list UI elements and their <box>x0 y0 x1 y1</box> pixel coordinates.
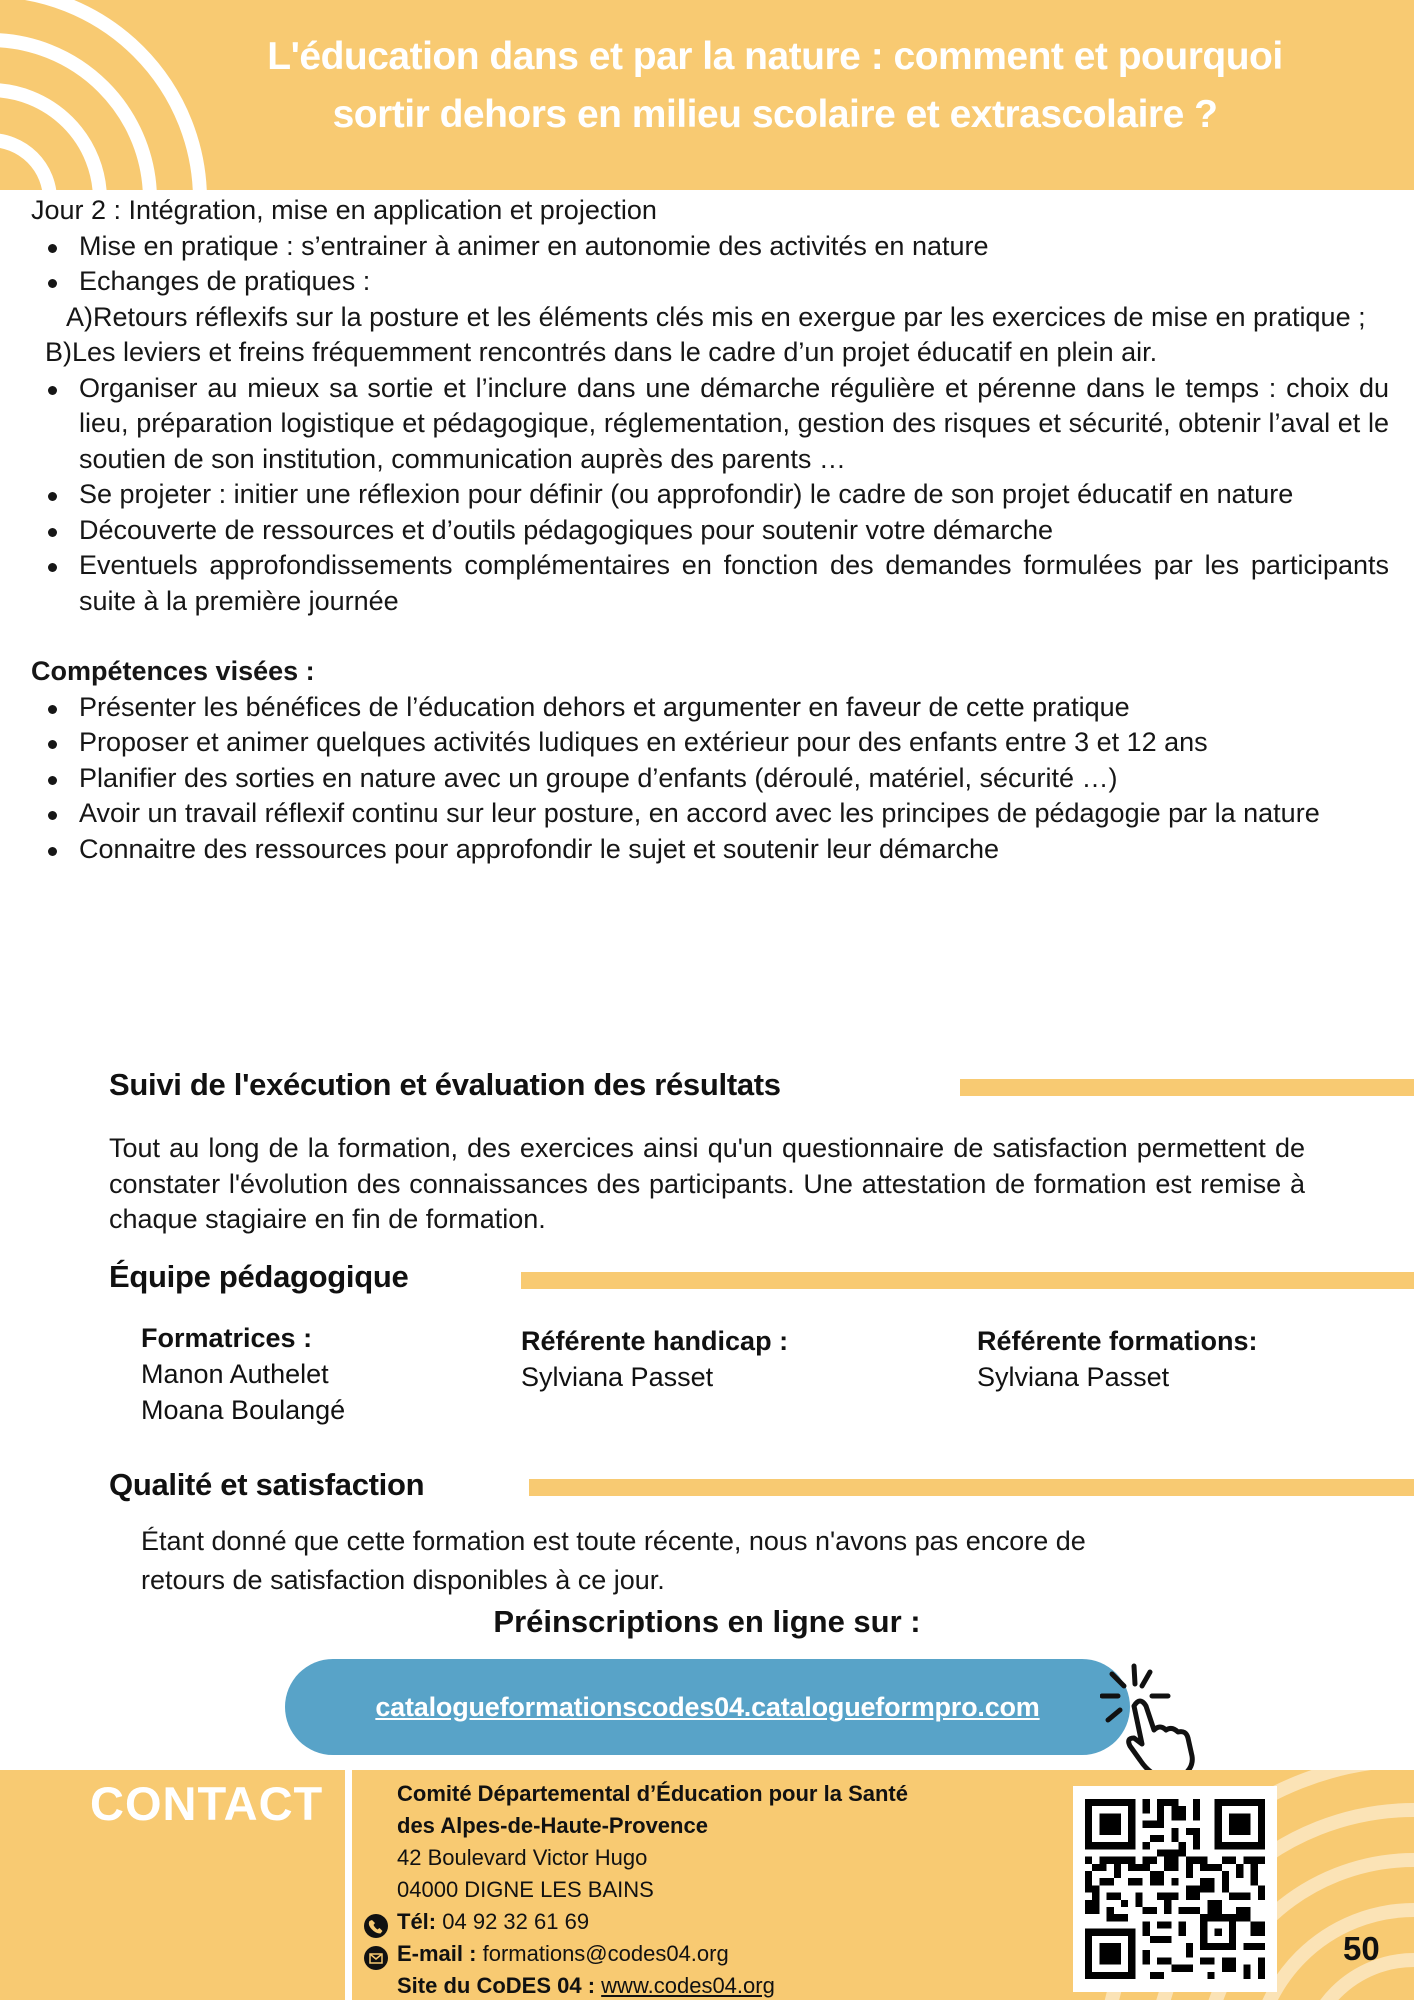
title-line-1: L'éducation dans et par la nature : comment et pourquoi <box>267 35 1283 78</box>
competences-heading: Compétences visées : <box>31 656 315 686</box>
list-item: Découverte de ressources et d’outils pédagogiques pour soutenir votre démarche <box>31 513 1389 549</box>
site-line <box>397 1970 908 2000</box>
org-name-line1: Comité Départemental d’Éducation pour la Santé <box>397 1781 908 1806</box>
section-rule <box>521 1272 1414 1289</box>
formatrice-name: Moana Boulangé <box>141 1395 346 1425</box>
pointing-hand-icon <box>1100 1660 1210 1770</box>
day2-list <box>31 229 1389 300</box>
formatrices-column <box>141 1320 345 1428</box>
email-icon <box>364 1946 388 1970</box>
list-item: Mise en pratique : s’entrainer à animer en autonomie des activités en nature <box>31 229 1389 265</box>
sub-item-b: B)Les leviers et freins fréquemment rencontrés dans le cadre d’un projet éducatif en plein air. <box>45 337 1158 367</box>
sub-item-a: A)Retours réflexifs sur la posture et les éléments clés mis en exergue par les exercices de mise en pratique ; <box>66 301 1366 332</box>
qualite-title: Qualité et satisfaction <box>109 1467 425 1502</box>
qualite-text-line: Étant donné que cette formation est toute récente, nous n'avons pas encore de <box>141 1526 1086 1556</box>
list-item: Connaitre des ressources pour approfondir le sujet et soutenir leur démarche <box>31 832 1389 868</box>
org-name-line2: des Alpes-de-Haute-Provence <box>397 1813 708 1838</box>
page-title <box>150 28 1400 144</box>
site-label: Site du CoDES 04 : <box>397 1973 596 1998</box>
handicap-name: Sylviana Passet <box>521 1362 714 1392</box>
phone-icon <box>364 1914 388 1938</box>
phone-label: Tél: <box>397 1909 437 1934</box>
email-line <box>397 1938 908 1970</box>
list-item: Organiser au mieux sa sortie et l’inclure dans une démarche régulière et pérenne dans le temps : choix du lieu, préparation logistique et pédagogique, réglementation, gestion des risques et sécurité, obtenir l’aval et le soutien de son institution, communication auprès des parents … <box>31 371 1389 478</box>
competences-list <box>31 690 1389 868</box>
list-item: Proposer et animer quelques activités ludiques en extérieur pour des enfants entre 3 et 12 ans <box>31 725 1389 761</box>
section-rule <box>960 1079 1414 1096</box>
organization-contact <box>397 1778 908 2000</box>
site-link[interactable]: www.codes04.org <box>601 1973 775 1998</box>
address-line2: 04000 DIGNE LES BAINS <box>397 1877 654 1902</box>
qr-code <box>1073 1786 1277 1992</box>
footer-divider <box>345 1770 352 2000</box>
formatrices-label: Formatrices : <box>141 1323 313 1353</box>
handicap-label: Référente handicap : <box>521 1326 789 1356</box>
section-rule <box>529 1479 1414 1496</box>
formatrice-name: Manon Authelet <box>141 1359 329 1389</box>
list-item: Echanges de pratiques : <box>31 264 1389 300</box>
formations-label: Référente formations: <box>977 1326 1258 1356</box>
page-number: 50 <box>1343 1930 1380 1967</box>
contact-footer <box>0 1770 1414 2000</box>
suivi-text: Tout au long de la formation, des exercices ainsi qu'un questionnaire de satisfaction permettent de constater l'évolution des connaissances des participants. Une attestation de formation est remise à chaque stagiaire en fin de formation. <box>109 1133 1305 1234</box>
email-label: E-mail : <box>397 1941 477 1966</box>
list-item: Planifier des sorties en nature avec un groupe d’enfants (déroulé, matériel, sécurité …) <box>31 761 1389 797</box>
address-line1: 42 Boulevard Victor Hugo <box>397 1845 648 1870</box>
phone-value: 04 92 32 61 69 <box>442 1909 590 1934</box>
list-item: Présenter les bénéfices de l’éducation dehors et argumenter en faveur de cette pratique <box>31 690 1389 726</box>
phone-line <box>397 1906 908 1938</box>
qualite-text-line: retours de satisfaction disponibles à ce jour. <box>141 1565 665 1595</box>
formations-name: Sylviana Passet <box>977 1362 1170 1392</box>
catalogue-link[interactable]: catalogueformationscodes04.catalogueformpro.com <box>375 1691 1040 1722</box>
program-content <box>31 193 1389 867</box>
list-item: Avoir un travail réflexif continu sur leur posture, en accord avec les principes de pédagogie par la nature <box>31 796 1389 832</box>
catalogue-link-button[interactable] <box>285 1659 1130 1755</box>
preinscription-label: Préinscriptions en ligne sur : <box>493 1604 921 1639</box>
qualite-text <box>141 1522 1086 1600</box>
day2-heading: Jour 2 : Intégration, mise en application et projection <box>31 195 657 225</box>
suivi-title: Suivi de l'exécution et évaluation des résultats <box>109 1067 781 1102</box>
day2-list-2 <box>31 371 1389 620</box>
contact-title: CONTACT <box>90 1777 324 1830</box>
list-item: Eventuels approfondissements complémentaires en fonction des demandes formulées par les participants suite à la première journée <box>31 548 1389 619</box>
equipe-title: Équipe pédagogique <box>109 1259 409 1294</box>
page-header <box>0 0 1414 190</box>
list-item: Se projeter : initier une réflexion pour définir (ou approfondir) le cadre de son projet éducatif en nature <box>31 477 1389 513</box>
handicap-column <box>521 1323 788 1395</box>
title-line-2: sortir dehors en milieu scolaire et extrascolaire ? <box>332 93 1218 136</box>
email-value: formations@codes04.org <box>482 1941 729 1966</box>
formations-column <box>977 1323 1258 1395</box>
